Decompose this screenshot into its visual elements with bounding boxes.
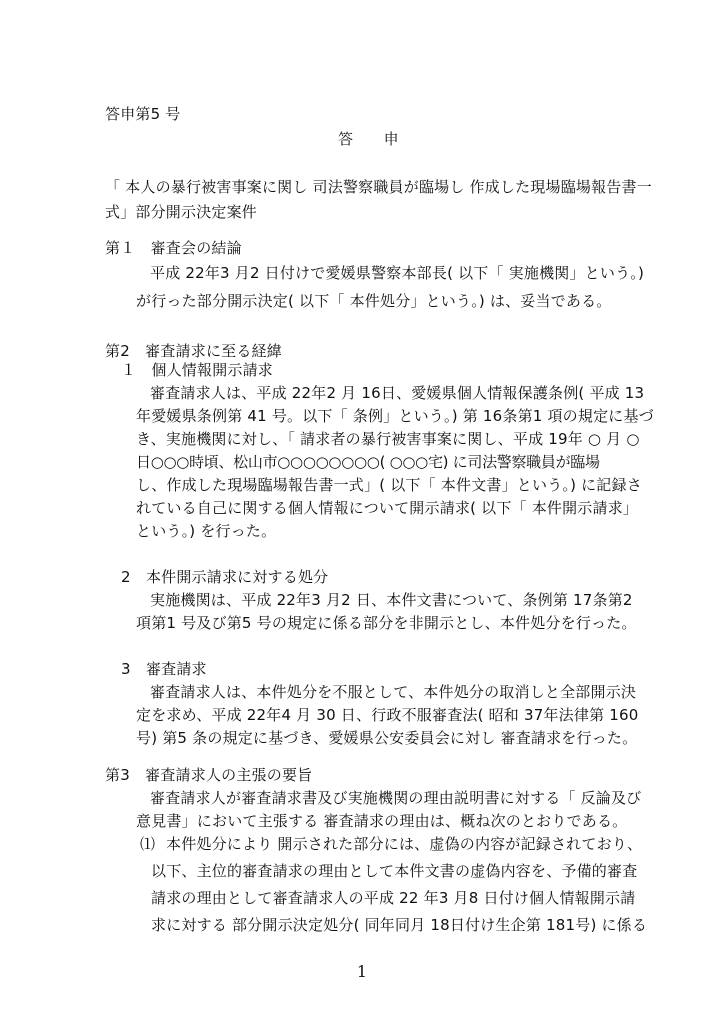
subsection-2-1-line-2: 年愛媛県条例第 41 号。以下「 条例」という。) 第 16条第1 項の規定に基づ (136, 407, 654, 425)
subsection-2-1-line-4: 日○○○時頃、松山市○○○○○○○○( ○○○宅) に司法警察職員が臨場 (136, 453, 600, 471)
case-title-line-1: 「 本人の暴行被害事案に関し 司法警察職員が臨場し 作成した現場臨場報告書一 (105, 178, 652, 196)
section-3-intro-line-2: 意見書」において主張する 審査請求の理由は、概ね次のとおりである。 (136, 812, 628, 830)
subsection-2-1-line-5: し、作成した現場臨場報告書一式」( 以下「 本件文書」という。) に記録さ (136, 476, 642, 494)
section-2-title: 第2 審査請求に至る経緯 (105, 342, 282, 360)
case-title-line-2: 式」部分開示決定案件 (105, 203, 258, 221)
section-1-title: 第１ 審査会の結論 (105, 239, 242, 257)
section-3-item-1-line-3: 請求の理由として審査請求人の平成 22 年3 月8 日付け個人情報開示請 (151, 889, 636, 907)
document-heading: 答 申 (338, 130, 399, 148)
subsection-2-3-line-2: 定を求め、平成 22年4 月 30 日、行政不服審査法( 昭和 37年法律第 160 (136, 706, 639, 724)
subsection-2-3-title: 3 審査請求 (121, 660, 207, 678)
subsection-2-2-line-2: 項第1 号及び第5 号の規定に係る部分を非開示とし、本件処分を行った。 (136, 614, 637, 632)
subsection-2-1-line-1: 審査請求人は、平成 22年2 月 16日、愛媛県個人情報保護条例( 平成 13 (150, 384, 645, 402)
subsection-2-2-line-1: 実施機関は、平成 22年3 月2 日、本件文書について、条例第 17条第2 (150, 591, 633, 609)
subsection-2-1-line-6: れている自己に関する個人情報について開示請求( 以下「 本件開示請求」 (136, 499, 639, 517)
subsection-2-1-title: １ 個人情報開示請求 (121, 361, 274, 379)
section-3-item-1-line-1: 本件処分により 開示された部分には、虚偽の内容が記録されており、 (166, 835, 643, 853)
subsection-2-1-line-7: という。) を行った。 (136, 522, 277, 540)
page-number: 1 (356, 962, 368, 981)
subsection-2-1-line-3: き、実施機関に対し、「 請求者の暴行被害事案に関し、平成 19年 ○ 月 ○ (136, 430, 640, 448)
section-1-body-line-2: が行った部分開示決定( 以下「 本件処分」という。) は、妥当である。 (136, 292, 612, 310)
section-3-item-1-line-2: 以下、主位的審査請求の理由として本件文書の虚偽内容を、予備的審査 (151, 862, 638, 880)
section-1-body-line-1: 平成 22年3 月2 日付けで愛媛県警察本部長( 以下「 実施機関」という。) (150, 264, 645, 282)
section-3-title: 第3 審査請求人の主張の要旨 (105, 766, 313, 784)
subsection-2-2-title: 2 本件開示請求に対する処分 (121, 568, 329, 586)
report-number: 答申第5 号 (105, 105, 181, 123)
section-3-item-1-marker: ⑴ (140, 835, 156, 853)
subsection-2-3-line-1: 審査請求人は、本件処分を不服として、本件処分の取消しと全部開示決 (150, 683, 637, 701)
section-3-item-1-line-4: 求に対する 部分開示決定処分( 同年同月 18日付け生企第 181号) に係る (151, 916, 648, 934)
section-3-intro-line-1: 審査請求人が審査請求書及び実施機関の理由説明書に対する「 反論及び (150, 789, 642, 807)
subsection-2-3-line-3: 号) 第5 条の規定に基づき、愛媛県公安委員会に対し 審査請求を行った。 (136, 729, 638, 747)
